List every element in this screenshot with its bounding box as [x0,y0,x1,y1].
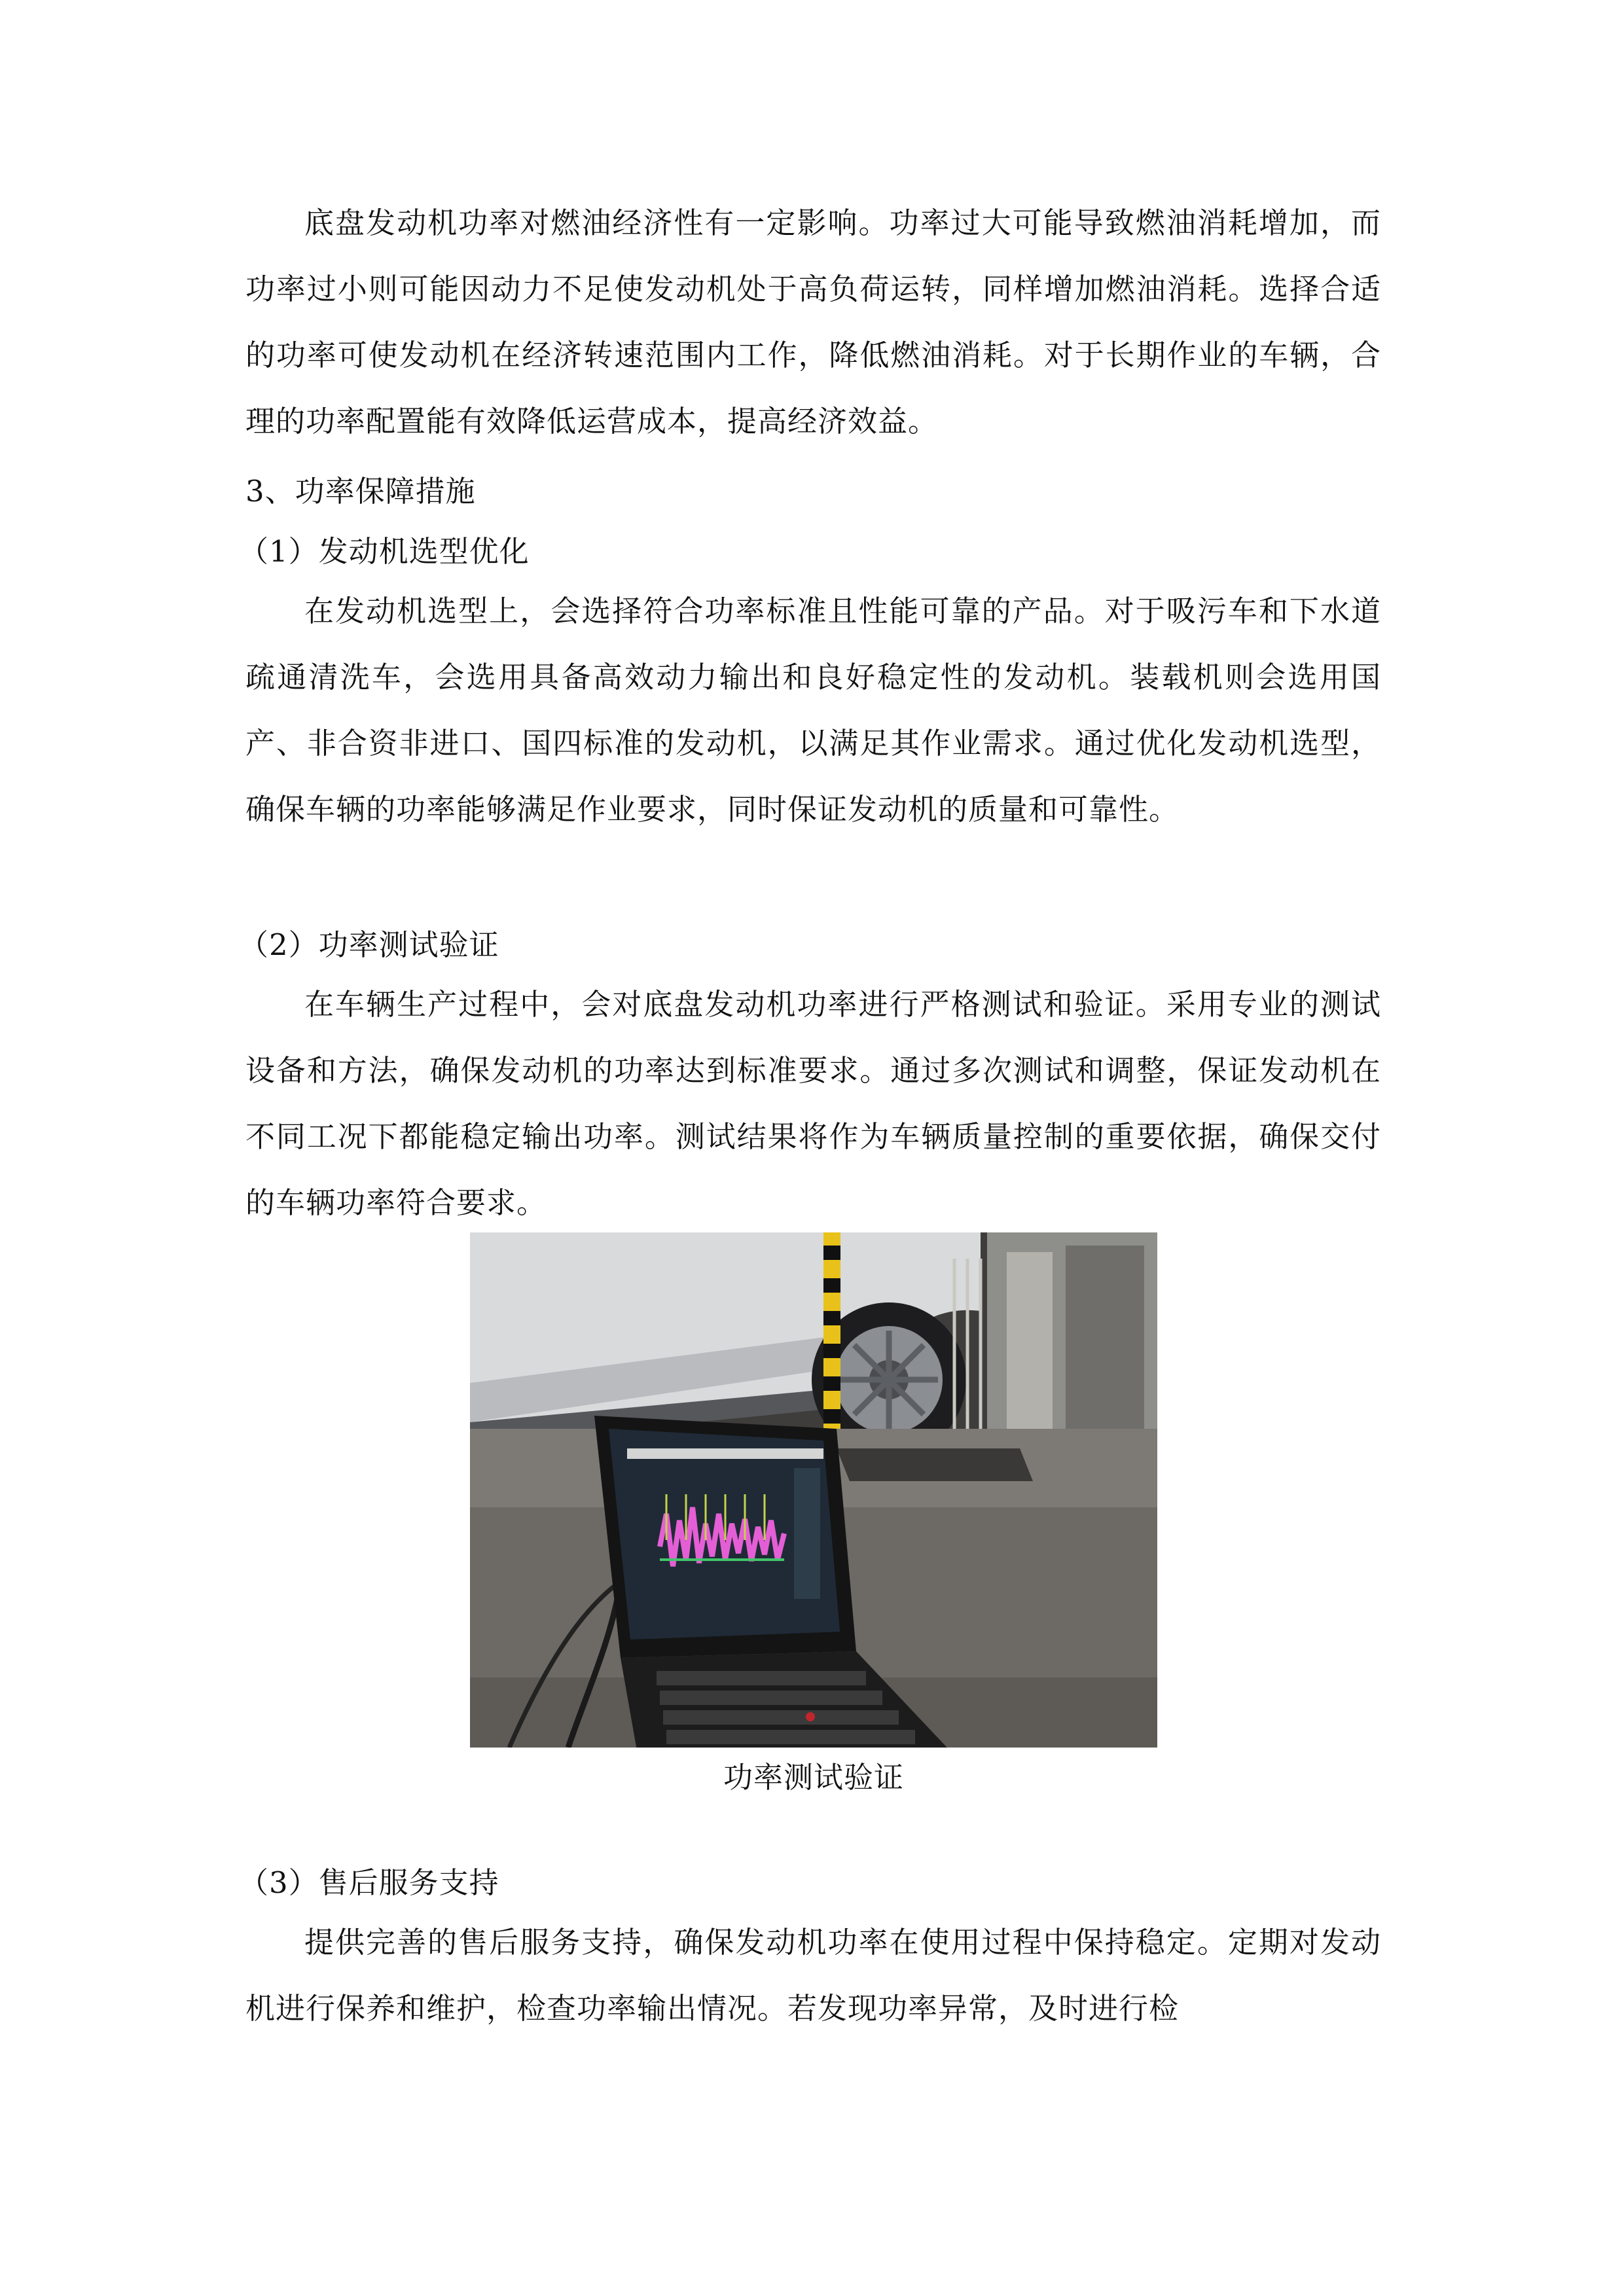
subheading-power-testing: （2）功率测试验证 [239,927,499,962]
power-test-photo [470,1232,1157,1748]
subheading-engine-selection: （1）发动机选型优化 [239,534,530,569]
section-heading-power-assurance: 3、功率保障措施 [245,474,476,509]
paragraph-power-testing: 在车辆生产过程中，会对底盘发动机功率进行严格测试和验证。采用专业的测试设备和方法，确保发动机的功率达到标准要求。通过多次测试和调整，保证发动机在不同工况下都能稳定输出功率。测试结果将作为车辆质量控制的重要依据，确保交付的车辆功率符合要求。 [245,987,1381,1220]
figure-caption: 功率测试验证 [723,1760,904,1795]
subheading-after-sales: （3）售后服务支持 [239,1865,499,1900]
power-test-photo-illustration [470,1232,1157,1748]
paragraph-engine-selection: 在发动机选型上，会选择符合功率标准且性能可靠的产品。对于吸污车和下水道疏通清洗车，会选用具备高效动力输出和良好稳定性的发动机。装载机则会选用国产、非合资非进口、国四标准的发动机，以满足其作业需求。通过优化发动机选型，确保车辆的功率能够满足作业要求，同时保证发动机的质量和可靠性。 [245,594,1381,827]
paragraph-after-sales: 提供完善的售后服务支持，确保发动机功率在使用过程中保持稳定。定期对发动机进行保养和维护，检查功率输出情况。若发现功率异常，及时进行检 [245,1925,1381,2026]
paragraph-fuel-economy: 底盘发动机功率对燃油经济性有一定影响。功率过大可能导致燃油消耗增加，而功率过小则可能因动力不足使发动机处于高负荷运转，同样增加燃油消耗。选择合适的功率可使发动机在经济转速范围内工作，降低燃油消耗。对于长期作业的车辆，合理的功率配置能有效降低运营成本，提高经济效益。 [245,206,1381,439]
